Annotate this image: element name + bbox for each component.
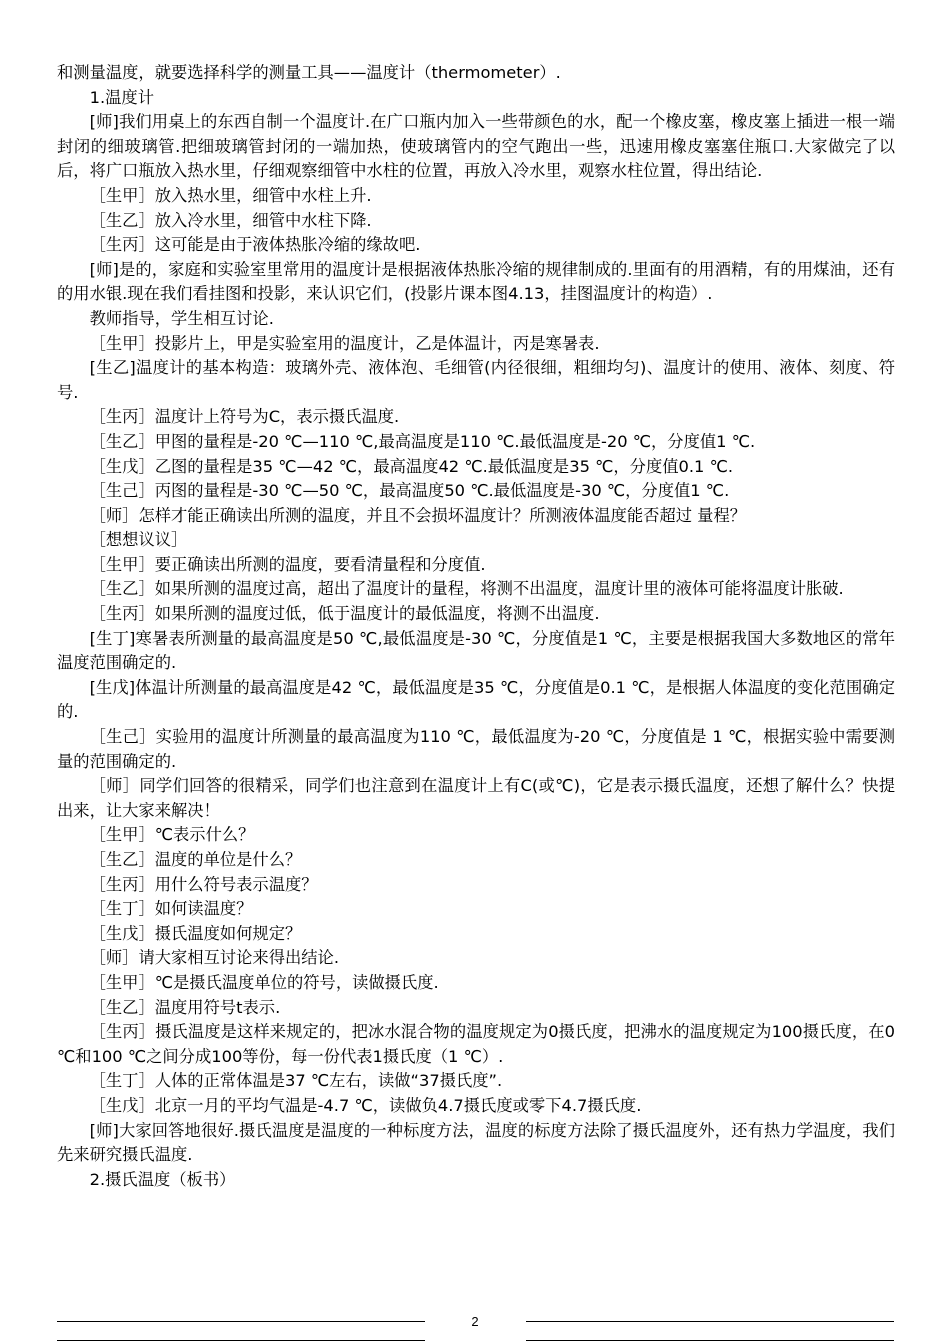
paragraph: ［生丁］人体的正常体温是37 ℃左右，读做“37摄氏度”. [89, 1071, 503, 1091]
paragraph: ［生乙］放入冷水里，细管中水柱下降. [89, 210, 372, 230]
page-number: 2 [471, 1314, 479, 1329]
paragraph: ［生甲］℃是摄氏温度单位的符号，读做摄氏度. [89, 972, 439, 992]
section-heading: 2.摄氏温度（板书） [89, 1169, 236, 1189]
paragraph: ［生戊］摄氏温度如何规定？ [89, 923, 302, 943]
paragraph: ［生丙］这可能是由于液体热胀冷缩的缘故吧. [89, 235, 421, 255]
paragraph: ［生戊］乙图的量程是35 ℃—42 ℃，最高温度42 ℃.最低温度是35 ℃，分度值0.1 ℃. [89, 456, 734, 476]
paragraph: ［生乙］温度用符号t表示. [89, 997, 281, 1017]
paragraph: [师]是的，家庭和实验室里常用的温度计是根据液体热胀冷缩的规律制成的.里面有的用酒精，有的用煤油，还有的用水银.现在我们看挂图和投影，来认识它们，(投影片课本图4.13，挂图温度计的构造）. [57, 259, 895, 304]
paragraph: ［生丙］如果所测的温度过低，低于温度计的最低温度，将测不出温度. [89, 604, 600, 624]
section-heading: 1.温度计 [89, 87, 154, 107]
paragraph: ［生己］丙图的量程是-30 ℃—50 ℃，最高温度50 ℃.最低温度是-30 ℃，分度值1 ℃. [89, 481, 730, 501]
paragraph: [师]我们用桌上的东西自制一个温度计.在广口瓶内加入一些带颜色的水，配一个橡皮塞，橡皮塞上插进一根一端封闭的细玻璃管.把细玻璃管封闭的一端加热，使玻璃管内的空气跑出一些，迅速用橡皮塞塞住瓶口.大家做完了以后，将广口瓶放入热水里，仔细观察细管中水柱的位置，再放入冷水里，观察水柱位置，得出结论. [57, 112, 895, 181]
page-footer [0, 1310, 950, 1344]
paragraph: ［生甲］放入热水里，细管中水柱上升. [89, 185, 372, 205]
paragraph: [生戊]体温计所测量的最高温度是42 ℃，最低温度是35 ℃，分度值是0.1 ℃，是根据人体温度的变化范围确定的. [57, 677, 895, 722]
paragraph: ［师］同学们回答的很精采，同学们也注意到在温度计上有C(或℃)，它是表示摄氏温度，还想了解什么？快提出来，让大家来解决！ [57, 776, 895, 820]
paragraph: ［生丙］用什么符号表示温度？ [89, 874, 318, 894]
paragraph: ［生乙］如果所测的温度过高，超出了温度计的量程，将测不出温度，温度计里的液体可能将温度计胀破. [89, 579, 844, 599]
paragraph: [生乙]温度计的基本构造：玻璃外壳、液体泡、毛细管(内径很细，粗细均匀)、温度计的使用、液体、刻度、符号. [57, 358, 895, 402]
paragraph: ［师］请大家相互讨论来得出结论. [89, 948, 339, 968]
paragraph: ［生乙］甲图的量程是-20 ℃—110 ℃,最高温度是110 ℃.最低温度是-20 ℃，分度值1 ℃. [89, 431, 756, 451]
paragraph: 和测量温度，就要选择科学的测量工具——温度计（thermometer）. [57, 63, 561, 82]
paragraph: ［生丙］摄氏温度是这样来规定的，把冰水混合物的温度规定为0摄氏度，把沸水的温度规定为100摄氏度，在0 ℃和100 ℃之间分成100等份，每一份代表1摄氏度（1 ℃）. [57, 1022, 895, 1066]
paragraph: ［生丁］如何读温度？ [89, 899, 253, 919]
paragraph: ［生乙］温度的单位是什么？ [89, 850, 302, 869]
paragraph: ［师］怎样才能正确读出所测的温度，并且不会损坏温度计？所测液体温度能否超过 量程？ [89, 505, 747, 525]
paragraph: 教师指导，学生相互讨论. [89, 308, 274, 328]
document-body [57, 61, 895, 1192]
paragraph: ［生戊］北京一月的平均气温是-4.7 ℃，读做负4.7摄氏度或零下4.7摄氏度. [89, 1095, 642, 1115]
paragraph: ［生己］实验用的温度计所测量的最高温度为110 ℃，最低温度为-20 ℃，分度值是 1 ℃，根据实验中需要测量的范围确定的. [57, 727, 895, 771]
paragraph: [师]大家回答地很好.摄氏温度是温度的一种标度方法，温度的标度方法除了摄氏温度外，还有热力学温度，我们先来研究摄氏温度. [57, 1120, 895, 1165]
footer-rule-right-lower [526, 1340, 894, 1341]
paragraph: ［生甲］投影片上，甲是实验室用的温度计，乙是体温计，丙是寒暑表. [89, 333, 600, 353]
paragraph: [生丁]寒暑表所测量的最高温度是50 ℃,最低温度是-30 ℃，分度值是1 ℃，主要是根据我国大多数地区的常年温度范围确定的. [57, 628, 895, 673]
paragraph: ［生甲］要正确读出所测的温度，要看清量程和分度值. [89, 554, 486, 574]
footer-rule-left-lower [57, 1340, 425, 1341]
paragraph: ［生甲］℃表示什么？ [89, 825, 255, 845]
paragraph: ［想想议议］ [89, 530, 188, 550]
paragraph: ［生丙］温度计上符号为C，表示摄氏温度. [89, 407, 400, 427]
